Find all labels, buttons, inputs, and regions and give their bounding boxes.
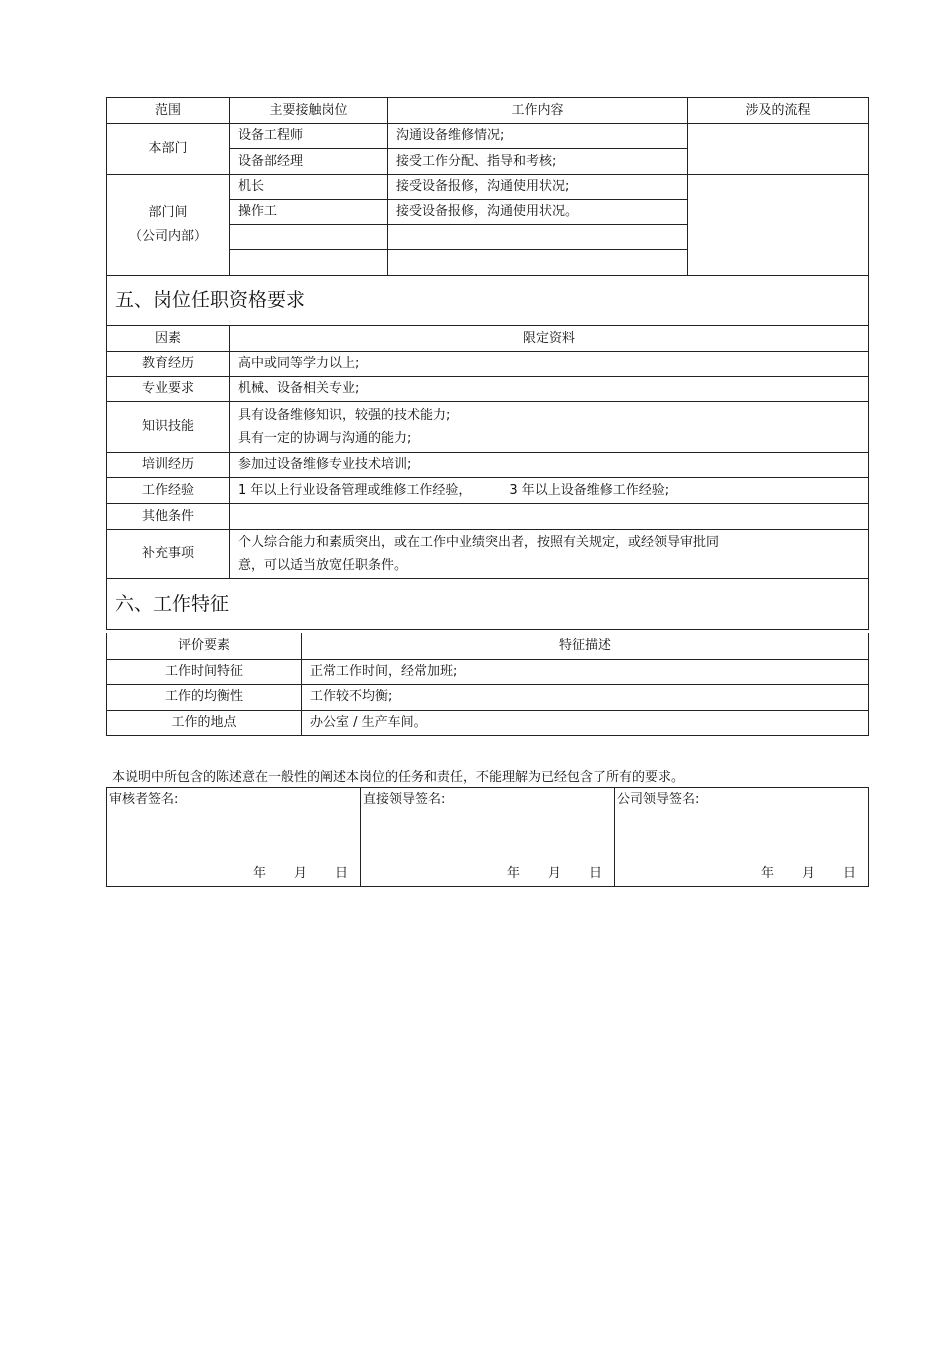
header-eval-factor: 评价要素 [107,633,302,659]
qual-value-line1: 具有设备维修知识，较强的技术能力; [238,408,451,423]
signature-date [479,866,602,882]
header-work-content: 工作内容 [388,98,688,124]
date-day: 日 [334,866,348,882]
char-desc: 正常工作时间，经常加班; [302,659,869,684]
qual-factor: 教育经历 [107,352,230,377]
contact-post: 操作工 [230,200,388,225]
header-scope: 范围 [107,98,230,124]
header-main-contact-post: 主要接触岗位 [230,98,388,124]
signature-date [733,866,856,882]
contact-post: 设备部经理 [230,149,388,175]
qual-value-line2: 具有一定的协调与沟通的能力; [238,431,412,446]
qual-value: 高中或同等学力以上; [230,352,869,377]
char-factor: 工作的均衡性 [107,684,302,710]
signature-reviewer-label: 审核者签名: [109,792,179,807]
qual-factor: 专业要求 [107,377,230,402]
signature-table [106,787,869,887]
contact-content [388,225,688,250]
qual-value [230,478,869,504]
contact-content: 接受设备报修，沟通使用状况。 [388,200,688,225]
qual-value-line1: 个人综合能力和素质突出，或在工作中业绩突出者，按照有关规定，或经领导审批同 [238,535,720,550]
contact-content [388,250,688,276]
char-desc: 办公室 / 生产车间。 [302,710,869,735]
header-related-process: 涉及的流程 [688,98,869,124]
qual-value: 机械、设备相关专业; [230,377,869,402]
qual-factor: 培训经历 [107,453,230,478]
qual-value-part1: 1 年以上行业设备管理或维修工作经验， [238,482,472,498]
scope-internal-dept: 本部门 [107,124,230,175]
char-desc: 工作较不均衡; [302,684,869,710]
qual-value [230,530,869,579]
signature-reviewer[interactable] [107,788,361,887]
contact-post: 设备工程师 [230,124,388,149]
work-characteristics-table [106,633,869,736]
contact-post [230,250,388,276]
qual-value [230,504,869,530]
date-year: 年 [760,866,774,882]
qual-factor: 知识技能 [107,402,230,453]
qual-value-line2: 意，可以适当放宽任职条件。 [238,558,408,573]
contact-post [230,225,388,250]
contact-content: 沟通设备维修情况; [388,124,688,149]
qual-factor: 工作经验 [107,478,230,504]
qual-value-part2: 3 年以上设备维修工作经验; [509,482,670,498]
date-month: 月 [801,866,815,882]
qual-value [230,402,869,453]
scope-cross-dept-line1: 部门间 [148,205,188,220]
section-title-qualifications: 五、岗位任职资格要求 [107,276,869,326]
scope-cross-dept [107,175,230,276]
disclaimer-note: 本说明中所包含的陈述意在一般性的阐述本岗位的任务和责任，不能理解为已经包含了所有的要求。 [112,770,685,785]
signature-direct-leader-label: 直接领导签名: [363,792,446,807]
char-factor: 工作时间特征 [107,659,302,684]
signature-company-leader-label: 公司领导签名: [617,792,700,807]
char-factor: 工作的地点 [107,710,302,735]
header-feature-desc: 特征描述 [302,633,869,659]
process-cell-cross [688,175,869,276]
date-day: 日 [588,866,602,882]
contact-content: 接受工作分配、指导和考核; [388,149,688,175]
job-description-table [106,97,869,630]
signature-direct-leader[interactable] [361,788,615,887]
date-year: 年 [506,866,520,882]
contact-content: 接受设备报修，沟通使用状况; [388,175,688,200]
scope-cross-dept-line2: （公司内部） [128,229,207,244]
header-limit-info: 限定资料 [230,326,869,352]
section-title-characteristics: 六、工作特征 [107,579,869,630]
qual-value: 参加过设备维修专业技术培训; [230,453,869,478]
date-year: 年 [252,866,266,882]
signature-company-leader[interactable] [615,788,869,887]
signature-date [225,866,348,882]
date-day: 日 [842,866,856,882]
qual-factor: 补充事项 [107,530,230,579]
date-month: 月 [293,866,307,882]
contact-post: 机长 [230,175,388,200]
process-cell-internal [688,124,869,175]
qual-factor: 其他条件 [107,504,230,530]
date-month: 月 [547,866,561,882]
header-factor: 因素 [107,326,230,352]
